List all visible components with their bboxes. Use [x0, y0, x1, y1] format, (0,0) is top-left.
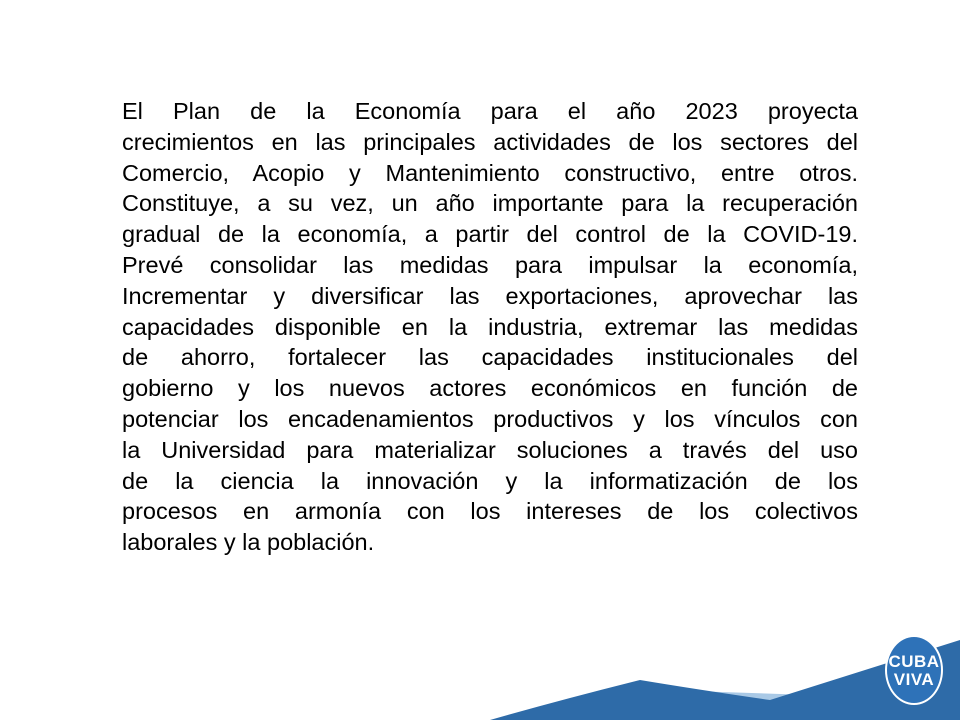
paragraph-line: Incrementar y diversificar las exportaciones, aprovechar las	[122, 282, 858, 309]
paragraph-line: laborales y la población.	[122, 529, 375, 556]
paragraph-line: capacidades disponible en la industria, extremar las medidas	[122, 313, 858, 340]
paragraph-line: de la ciencia la innovación y la informatización de los	[122, 467, 858, 494]
logo-text-cuba: CUBA	[888, 652, 940, 671]
paragraph-line: crecimientos en las principales actividades de los sectores del	[122, 128, 858, 155]
paragraph-line: Comercio, Acopio y Mantenimiento constructivo, entre otros.	[122, 159, 858, 186]
paragraph-line: Constituye, a su vez, un año importante para la recuperación	[122, 190, 858, 217]
cuba-viva-logo	[884, 634, 944, 706]
paragraph-line: la Universidad para materializar soluciones a través del uso	[122, 436, 858, 463]
paragraph-line: Prevé consolidar las medidas para impulsar la economía,	[122, 251, 858, 278]
paragraph-line: gradual de la economía, a partir del control de la COVID-19.	[122, 221, 858, 248]
paragraph-line: gobierno y los nuevos actores económicos en función de	[122, 375, 858, 402]
logo-text-viva: VIVA	[893, 670, 935, 689]
paragraph-line: potenciar los encadenamientos productivos y los vínculos con	[122, 405, 858, 432]
paragraph-line: procesos en armonía con los intereses de los colectivos	[122, 498, 858, 525]
paragraph-line: El Plan de la Economía para el año 2023 proyecta	[122, 98, 858, 124]
paragraph-line: de ahorro, fortalecer las capacidades institucionales del	[122, 344, 858, 371]
